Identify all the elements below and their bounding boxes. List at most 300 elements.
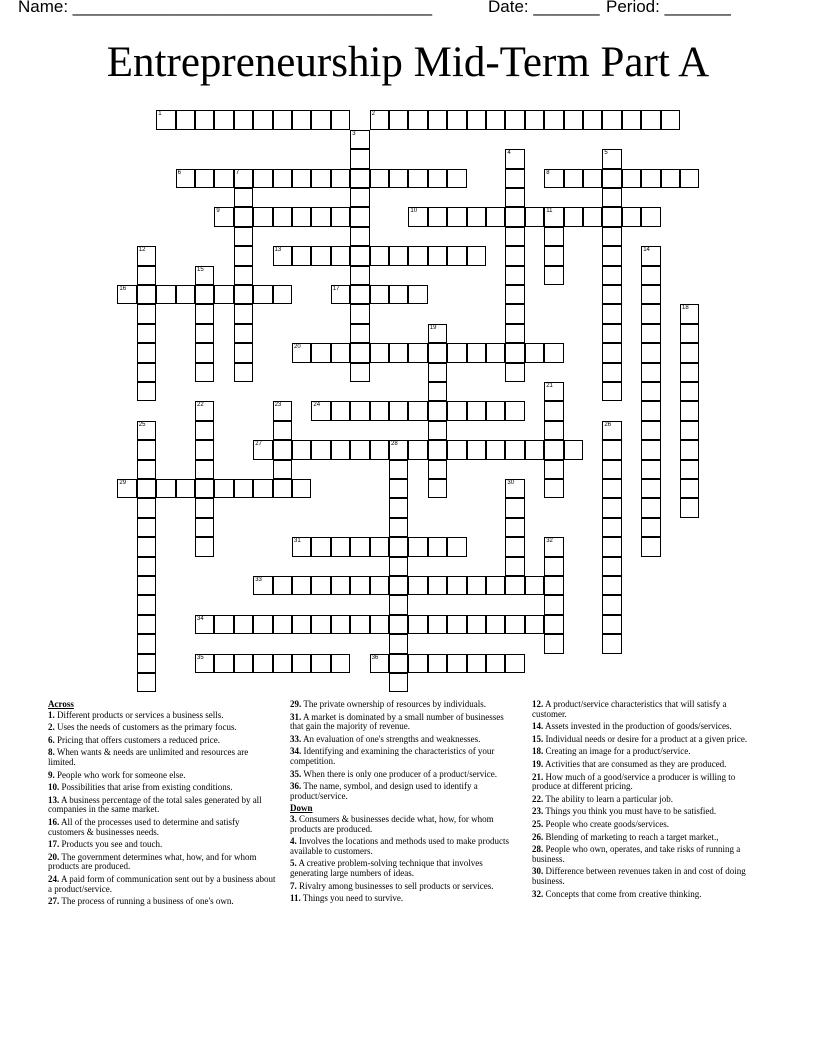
crossword-cell[interactable] [428, 576, 447, 595]
crossword-cell[interactable] [137, 246, 156, 265]
crossword-cell[interactable] [273, 479, 292, 498]
crossword-cell[interactable] [428, 207, 447, 226]
crossword-cell[interactable] [544, 440, 563, 459]
crossword-cell[interactable] [544, 343, 563, 362]
crossword-cell[interactable] [195, 324, 214, 343]
crossword-cell[interactable] [137, 440, 156, 459]
crossword-cell[interactable] [311, 615, 330, 634]
crossword-cell[interactable] [467, 576, 486, 595]
crossword-cell[interactable] [370, 285, 389, 304]
crossword-cell[interactable] [350, 266, 369, 285]
crossword-cell[interactable] [292, 169, 311, 188]
crossword-cell[interactable] [389, 518, 408, 537]
crossword-cell[interactable] [583, 110, 602, 129]
crossword-cell[interactable] [505, 557, 524, 576]
crossword-cell[interactable] [680, 324, 699, 343]
crossword-cell[interactable] [389, 169, 408, 188]
crossword-cell[interactable] [273, 207, 292, 226]
crossword-cell[interactable] [273, 440, 292, 459]
crossword-cell[interactable] [602, 324, 621, 343]
crossword-cell[interactable] [195, 169, 214, 188]
crossword-cell[interactable] [389, 557, 408, 576]
crossword-cell[interactable] [195, 363, 214, 382]
crossword-cell[interactable] [331, 285, 350, 304]
crossword-cell[interactable] [602, 595, 621, 614]
crossword-cell[interactable] [602, 169, 621, 188]
crossword-cell[interactable] [467, 110, 486, 129]
crossword-cell[interactable] [137, 343, 156, 362]
crossword-cell[interactable] [486, 401, 505, 420]
crossword-cell[interactable] [486, 110, 505, 129]
crossword-cell[interactable] [195, 285, 214, 304]
crossword-cell[interactable] [505, 654, 524, 673]
crossword-cell[interactable] [195, 518, 214, 537]
crossword-cell[interactable] [234, 207, 253, 226]
crossword-cell[interactable] [680, 440, 699, 459]
crossword-cell[interactable] [156, 479, 175, 498]
crossword-cell[interactable] [234, 343, 253, 362]
crossword-cell[interactable] [602, 188, 621, 207]
crossword-cell[interactable] [428, 440, 447, 459]
crossword-cell[interactable] [544, 537, 563, 556]
crossword-cell[interactable] [428, 615, 447, 634]
crossword-cell[interactable] [622, 169, 641, 188]
crossword-cell[interactable] [234, 304, 253, 323]
crossword-cell[interactable] [311, 169, 330, 188]
crossword-cell[interactable] [408, 654, 427, 673]
crossword-cell[interactable] [544, 246, 563, 265]
crossword-cell[interactable] [292, 343, 311, 362]
crossword-cell[interactable] [641, 266, 660, 285]
crossword-cell[interactable] [641, 285, 660, 304]
crossword-cell[interactable] [680, 304, 699, 323]
crossword-cell[interactable] [447, 401, 466, 420]
crossword-cell[interactable] [641, 304, 660, 323]
crossword-cell[interactable] [389, 285, 408, 304]
crossword-cell[interactable] [428, 460, 447, 479]
crossword-cell[interactable] [253, 479, 272, 498]
crossword-cell[interactable] [292, 246, 311, 265]
crossword-cell[interactable] [292, 110, 311, 129]
crossword-cell[interactable] [428, 169, 447, 188]
crossword-cell[interactable] [137, 460, 156, 479]
crossword-cell[interactable] [428, 343, 447, 362]
crossword-cell[interactable] [505, 401, 524, 420]
crossword-cell[interactable] [602, 537, 621, 556]
crossword-cell[interactable] [641, 460, 660, 479]
crossword-cell[interactable] [234, 285, 253, 304]
crossword-cell[interactable] [234, 479, 253, 498]
crossword-cell[interactable] [389, 595, 408, 614]
crossword-cell[interactable] [137, 673, 156, 692]
crossword-cell[interactable] [137, 266, 156, 285]
crossword-cell[interactable] [428, 363, 447, 382]
crossword-cell[interactable] [428, 401, 447, 420]
crossword-cell[interactable] [447, 110, 466, 129]
crossword-cell[interactable] [525, 615, 544, 634]
crossword-cell[interactable] [389, 673, 408, 692]
crossword-cell[interactable] [176, 169, 195, 188]
crossword-cell[interactable] [641, 537, 660, 556]
crossword-cell[interactable] [137, 285, 156, 304]
crossword-cell[interactable] [602, 363, 621, 382]
crossword-cell[interactable] [331, 440, 350, 459]
crossword-cell[interactable] [505, 343, 524, 362]
crossword-cell[interactable] [602, 304, 621, 323]
crossword-cell[interactable] [234, 615, 253, 634]
crossword-cell[interactable] [583, 207, 602, 226]
crossword-cell[interactable] [253, 440, 272, 459]
crossword-cell[interactable] [311, 440, 330, 459]
crossword-cell[interactable] [602, 576, 621, 595]
crossword-cell[interactable] [176, 285, 195, 304]
crossword-cell[interactable] [505, 576, 524, 595]
crossword-cell[interactable] [525, 440, 544, 459]
crossword-cell[interactable] [467, 207, 486, 226]
crossword-cell[interactable] [195, 460, 214, 479]
crossword-cell[interactable] [195, 615, 214, 634]
crossword-cell[interactable] [602, 440, 621, 459]
crossword-cell[interactable] [428, 324, 447, 343]
crossword-cell[interactable] [583, 169, 602, 188]
crossword-cell[interactable] [273, 169, 292, 188]
crossword-cell[interactable] [467, 343, 486, 362]
crossword-cell[interactable] [544, 169, 563, 188]
crossword-cell[interactable] [137, 421, 156, 440]
crossword-cell[interactable] [602, 557, 621, 576]
crossword-cell[interactable] [525, 343, 544, 362]
crossword-cell[interactable] [370, 343, 389, 362]
crossword-cell[interactable] [195, 654, 214, 673]
crossword-cell[interactable] [273, 285, 292, 304]
crossword-cell[interactable] [350, 537, 369, 556]
crossword-cell[interactable] [408, 343, 427, 362]
crossword-cell[interactable] [602, 285, 621, 304]
crossword-cell[interactable] [331, 576, 350, 595]
crossword-cell[interactable] [467, 654, 486, 673]
crossword-cell[interactable] [505, 246, 524, 265]
crossword-cell[interactable] [641, 363, 660, 382]
crossword-cell[interactable] [331, 169, 350, 188]
crossword-cell[interactable] [292, 440, 311, 459]
crossword-cell[interactable] [137, 615, 156, 634]
crossword-cell[interactable] [602, 227, 621, 246]
crossword-cell[interactable] [273, 460, 292, 479]
crossword-cell[interactable] [350, 440, 369, 459]
crossword-cell[interactable] [505, 110, 524, 129]
crossword-cell[interactable] [137, 518, 156, 537]
crossword-cell[interactable] [428, 110, 447, 129]
crossword-cell[interactable] [350, 304, 369, 323]
crossword-cell[interactable] [156, 285, 175, 304]
crossword-cell[interactable] [137, 498, 156, 517]
crossword-cell[interactable] [331, 401, 350, 420]
crossword-cell[interactable] [641, 498, 660, 517]
crossword-cell[interactable] [505, 498, 524, 517]
crossword-cell[interactable] [292, 479, 311, 498]
crossword-cell[interactable] [117, 479, 136, 498]
crossword-cell[interactable] [331, 110, 350, 129]
crossword-cell[interactable] [680, 382, 699, 401]
crossword-cell[interactable] [311, 537, 330, 556]
crossword-cell[interactable] [311, 207, 330, 226]
crossword-cell[interactable] [544, 557, 563, 576]
crossword-cell[interactable] [408, 285, 427, 304]
crossword-cell[interactable] [544, 634, 563, 653]
crossword-cell[interactable] [311, 654, 330, 673]
crossword-cell[interactable] [680, 498, 699, 517]
crossword-cell[interactable] [311, 110, 330, 129]
crossword-cell[interactable] [564, 169, 583, 188]
crossword-cell[interactable] [156, 110, 175, 129]
crossword-cell[interactable] [234, 188, 253, 207]
crossword-cell[interactable] [273, 401, 292, 420]
crossword-cell[interactable] [273, 421, 292, 440]
crossword-cell[interactable] [505, 479, 524, 498]
crossword-cell[interactable] [350, 401, 369, 420]
crossword-cell[interactable] [195, 421, 214, 440]
crossword-cell[interactable] [428, 537, 447, 556]
crossword-cell[interactable] [505, 188, 524, 207]
crossword-cell[interactable] [544, 421, 563, 440]
crossword-cell[interactable] [370, 537, 389, 556]
crossword-cell[interactable] [680, 421, 699, 440]
crossword-cell[interactable] [505, 440, 524, 459]
crossword-cell[interactable] [311, 401, 330, 420]
crossword-cell[interactable] [195, 479, 214, 498]
crossword-cell[interactable] [428, 479, 447, 498]
crossword-cell[interactable] [447, 537, 466, 556]
crossword-cell[interactable] [350, 615, 369, 634]
crossword-cell[interactable] [176, 479, 195, 498]
crossword-cell[interactable] [680, 343, 699, 362]
crossword-cell[interactable] [602, 382, 621, 401]
crossword-cell[interactable] [389, 440, 408, 459]
crossword-cell[interactable] [505, 537, 524, 556]
crossword-cell[interactable] [544, 110, 563, 129]
crossword-cell[interactable] [447, 576, 466, 595]
crossword-cell[interactable] [350, 576, 369, 595]
crossword-cell[interactable] [370, 246, 389, 265]
crossword-cell[interactable] [389, 634, 408, 653]
crossword-cell[interactable] [505, 615, 524, 634]
crossword-cell[interactable] [234, 227, 253, 246]
crossword-cell[interactable] [447, 246, 466, 265]
crossword-cell[interactable] [137, 382, 156, 401]
crossword-cell[interactable] [408, 110, 427, 129]
crossword-cell[interactable] [195, 343, 214, 362]
crossword-cell[interactable] [253, 285, 272, 304]
crossword-cell[interactable] [331, 343, 350, 362]
crossword-cell[interactable] [331, 207, 350, 226]
crossword-cell[interactable] [680, 460, 699, 479]
crossword-cell[interactable] [641, 169, 660, 188]
crossword-cell[interactable] [234, 110, 253, 129]
crossword-cell[interactable] [117, 285, 136, 304]
period-field-label[interactable]: Period: _______ [606, 0, 731, 16]
crossword-cell[interactable] [505, 324, 524, 343]
crossword-cell[interactable] [602, 421, 621, 440]
crossword-cell[interactable] [447, 169, 466, 188]
crossword-cell[interactable] [486, 615, 505, 634]
crossword-cell[interactable] [602, 479, 621, 498]
crossword-cell[interactable] [467, 246, 486, 265]
crossword-cell[interactable] [389, 343, 408, 362]
crossword-cell[interactable] [641, 421, 660, 440]
crossword-cell[interactable] [602, 634, 621, 653]
crossword-cell[interactable] [428, 421, 447, 440]
crossword-cell[interactable] [544, 460, 563, 479]
crossword-cell[interactable] [408, 246, 427, 265]
crossword-cell[interactable] [389, 615, 408, 634]
crossword-cell[interactable] [331, 246, 350, 265]
crossword-cell[interactable] [505, 227, 524, 246]
crossword-cell[interactable] [641, 110, 660, 129]
crossword-cell[interactable] [292, 207, 311, 226]
crossword-cell[interactable] [253, 576, 272, 595]
crossword-cell[interactable] [641, 382, 660, 401]
crossword-cell[interactable] [311, 343, 330, 362]
crossword-cell[interactable] [641, 246, 660, 265]
crossword-cell[interactable] [564, 110, 583, 129]
crossword-cell[interactable] [544, 207, 563, 226]
crossword-cell[interactable] [641, 207, 660, 226]
crossword-cell[interactable] [641, 401, 660, 420]
crossword-cell[interactable] [680, 169, 699, 188]
crossword-cell[interactable] [195, 401, 214, 420]
crossword-cell[interactable] [447, 440, 466, 459]
crossword-cell[interactable] [331, 615, 350, 634]
crossword-cell[interactable] [641, 343, 660, 362]
crossword-cell[interactable] [680, 479, 699, 498]
crossword-cell[interactable] [273, 615, 292, 634]
crossword-cell[interactable] [505, 518, 524, 537]
crossword-cell[interactable] [370, 440, 389, 459]
crossword-cell[interactable] [350, 324, 369, 343]
crossword-cell[interactable] [137, 576, 156, 595]
crossword-cell[interactable] [447, 207, 466, 226]
crossword-cell[interactable] [214, 207, 233, 226]
crossword-cell[interactable] [273, 576, 292, 595]
crossword-cell[interactable] [389, 479, 408, 498]
crossword-cell[interactable] [214, 615, 233, 634]
crossword-cell[interactable] [641, 440, 660, 459]
crossword-cell[interactable] [408, 401, 427, 420]
crossword-cell[interactable] [350, 149, 369, 168]
crossword-cell[interactable] [389, 654, 408, 673]
crossword-cell[interactable] [486, 654, 505, 673]
crossword-cell[interactable] [467, 440, 486, 459]
crossword-cell[interactable] [602, 460, 621, 479]
crossword-cell[interactable] [195, 440, 214, 459]
crossword-cell[interactable] [350, 227, 369, 246]
crossword-cell[interactable] [447, 615, 466, 634]
crossword-cell[interactable] [137, 304, 156, 323]
crossword-cell[interactable] [602, 615, 621, 634]
crossword-cell[interactable] [292, 615, 311, 634]
crossword-cell[interactable] [370, 401, 389, 420]
crossword-cell[interactable] [447, 654, 466, 673]
crossword-cell[interactable] [544, 382, 563, 401]
crossword-cell[interactable] [195, 304, 214, 323]
crossword-cell[interactable] [661, 169, 680, 188]
crossword-cell[interactable] [137, 557, 156, 576]
crossword-cell[interactable] [467, 401, 486, 420]
crossword-cell[interactable] [602, 149, 621, 168]
crossword-cell[interactable] [137, 634, 156, 653]
crossword-cell[interactable] [505, 266, 524, 285]
crossword-cell[interactable] [195, 537, 214, 556]
crossword-cell[interactable] [137, 654, 156, 673]
crossword-cell[interactable] [428, 382, 447, 401]
crossword-cell[interactable] [661, 110, 680, 129]
crossword-cell[interactable] [370, 576, 389, 595]
crossword-cell[interactable] [137, 324, 156, 343]
crossword-cell[interactable] [176, 110, 195, 129]
crossword-cell[interactable] [428, 654, 447, 673]
crossword-cell[interactable] [641, 518, 660, 537]
crossword-cell[interactable] [544, 401, 563, 420]
crossword-cell[interactable] [350, 169, 369, 188]
crossword-cell[interactable] [370, 110, 389, 129]
crossword-cell[interactable] [195, 110, 214, 129]
crossword-cell[interactable] [214, 285, 233, 304]
crossword-cell[interactable] [350, 130, 369, 149]
name-field-label[interactable]: Name: ______________________________________ [18, 0, 433, 16]
crossword-cell[interactable] [214, 654, 233, 673]
crossword-cell[interactable] [602, 343, 621, 362]
crossword-cell[interactable] [370, 654, 389, 673]
crossword-cell[interactable] [137, 595, 156, 614]
crossword-cell[interactable] [214, 479, 233, 498]
crossword-cell[interactable] [370, 169, 389, 188]
crossword-cell[interactable] [564, 207, 583, 226]
crossword-cell[interactable] [253, 654, 272, 673]
crossword-cell[interactable] [408, 576, 427, 595]
crossword-cell[interactable] [447, 343, 466, 362]
crossword-cell[interactable] [273, 110, 292, 129]
crossword-cell[interactable] [137, 363, 156, 382]
crossword-cell[interactable] [253, 615, 272, 634]
crossword-cell[interactable] [467, 615, 486, 634]
crossword-cell[interactable] [273, 246, 292, 265]
crossword-cell[interactable] [525, 110, 544, 129]
crossword-cell[interactable] [408, 169, 427, 188]
crossword-cell[interactable] [602, 518, 621, 537]
crossword-cell[interactable] [544, 266, 563, 285]
crossword-cell[interactable] [253, 110, 272, 129]
crossword-cell[interactable] [602, 246, 621, 265]
crossword-cell[interactable] [195, 498, 214, 517]
crossword-cell[interactable] [331, 654, 350, 673]
crossword-cell[interactable] [214, 169, 233, 188]
crossword-cell[interactable] [641, 324, 660, 343]
crossword-cell[interactable] [622, 207, 641, 226]
crossword-cell[interactable] [486, 576, 505, 595]
crossword-cell[interactable] [544, 576, 563, 595]
crossword-cell[interactable] [311, 576, 330, 595]
crossword-cell[interactable] [544, 615, 563, 634]
crossword-cell[interactable] [350, 285, 369, 304]
crossword-cell[interactable] [234, 654, 253, 673]
crossword-cell[interactable] [505, 363, 524, 382]
crossword-cell[interactable] [253, 169, 272, 188]
crossword-cell[interactable] [389, 246, 408, 265]
crossword-cell[interactable] [602, 266, 621, 285]
crossword-cell[interactable] [234, 363, 253, 382]
crossword-cell[interactable] [292, 654, 311, 673]
crossword-cell[interactable] [350, 188, 369, 207]
